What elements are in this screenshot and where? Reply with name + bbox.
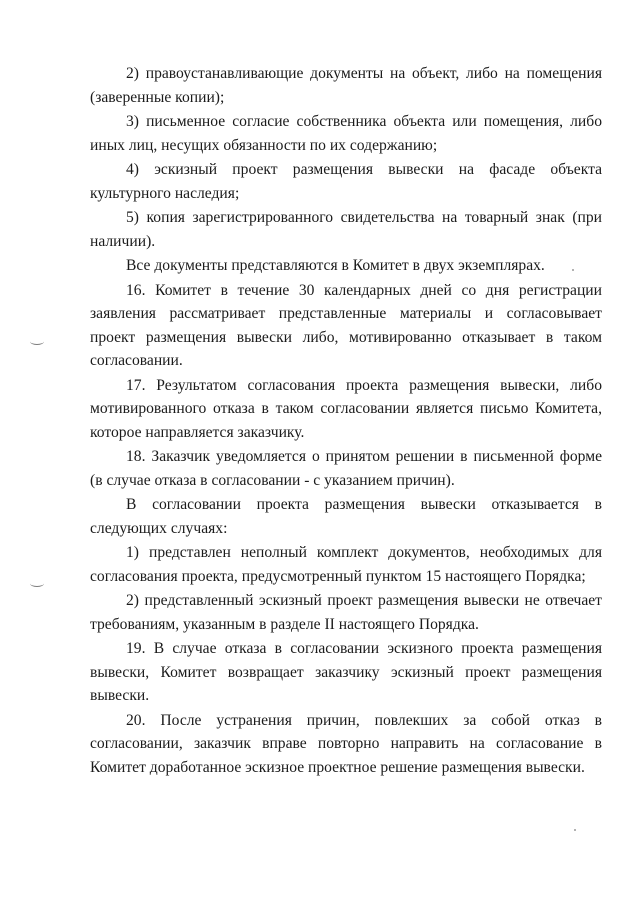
paragraph-item-5: 5) копия зарегистрированного свидетельства на товарный знак (при наличии). xyxy=(90,209,602,250)
scan-speck xyxy=(574,829,576,831)
paragraph-case-1: 1) представлен неполный комплект документов, необходимых для согласования проекта, предусмотренный пунктом 15 настоящего Порядка; xyxy=(90,544,602,585)
paragraph-18: 18. Заказчик уведомляется о принятом решении в письменной форме (в случае отказа в согласовании - с указанием причин). xyxy=(90,448,602,489)
paragraph-item-3: 3) письменное согласие собственника объекта или помещения, либо иных лиц, несущих обязанности по их содержанию; xyxy=(90,113,602,154)
paragraph-case-2: 2) представленный эскизный проект размещения вывески не отвечает требованиям, указанным в разделе II настоящего Порядка. xyxy=(90,592,602,633)
paragraph-17: 17. Результатом согласования проекта размещения вывески, либо мотивированного отказа в таком согласовании является письмо Комитета, которое направляется заказчику. xyxy=(90,376,602,441)
scan-margin-mark xyxy=(30,580,44,587)
paragraph-19: 19. В случае отказа в согласовании эскизного проекта размещения вывески, Комитет возвращает заказчику эскизный проект размещения вывески. xyxy=(90,640,602,704)
paragraph-16: 16. Комитет в течение 30 календарных дней со дня регистрации заявления рассматривает представленные материалы и согласовывает проект размещения вывески либо, мотивированно отказывает в таком согласовании. xyxy=(90,281,602,369)
paragraph-20: 20. После устранения причин, повлекших за собой отказ в согласовании, заказчик вправе повторно направить на согласование в Комитет доработанное эскизное проектное решение размещения вывески. xyxy=(90,711,602,776)
paragraph-refusal-cases: В согласовании проекта размещения вывески отказывается в следующих случаях: xyxy=(90,496,602,537)
paragraph-all-documents: Все документы представляются в Комитет в двух экземплярах. xyxy=(126,257,545,274)
scan-margin-mark xyxy=(30,338,44,345)
paragraph-item-4: 4) эскизный проект размещения вывески на фасаде объекта культурного наследия; xyxy=(90,161,602,202)
document-body xyxy=(90,62,602,779)
paragraph-item-2: 2) правоустанавливающие документы на объект, либо на помещения (заверенные копии); xyxy=(90,65,602,106)
